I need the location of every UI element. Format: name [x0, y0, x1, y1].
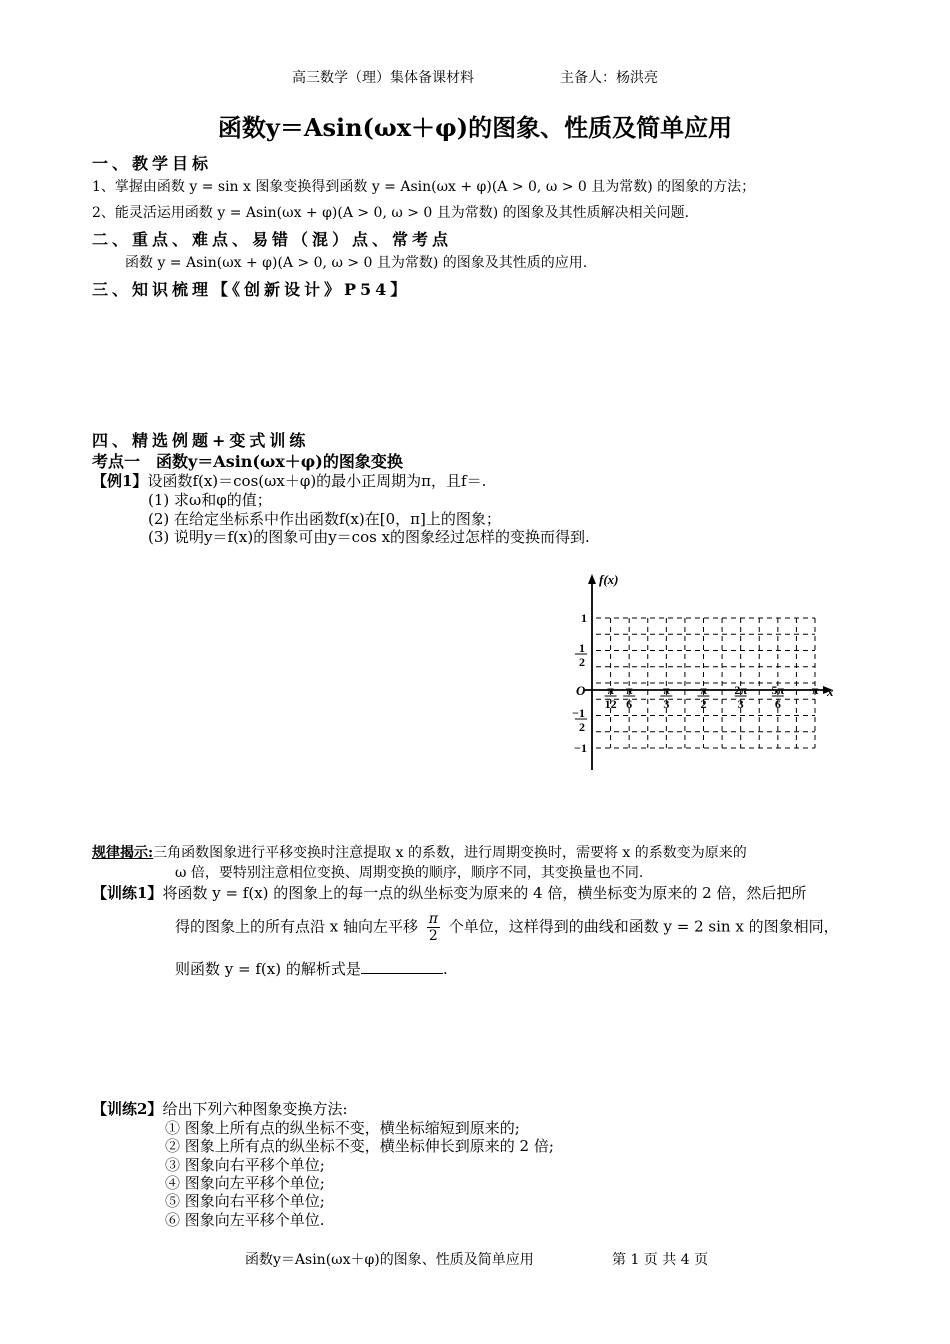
train1-text-2b: 个单位，这样得到的曲线和函数 y = 2 sin x 的图象相同，: [448, 917, 839, 936]
x-axis-label: x: [827, 684, 834, 699]
section-heading-keypoints: 二、重点、难点、易错（混）点、常考点: [92, 230, 453, 249]
y-tick-label: 1: [581, 611, 587, 625]
x-tick-label: π: [811, 683, 819, 697]
example1-label: 【例1】: [92, 472, 148, 490]
rule-label: 规律揭示:: [92, 845, 154, 861]
rule-line-2: ω 倍，要特别注意相位变换、周期变换的顺序，顺序不同，其变换量也不同.: [175, 865, 644, 881]
train2-item-1: ① 图象上所有点的纵坐标不变，横坐标缩短到原来的;: [165, 1119, 520, 1137]
x-tick-numerator: π: [700, 683, 707, 697]
train1-text-2a: 得的图象上的所有点沿 x 轴向左平移: [175, 917, 418, 936]
page-title: 函数y＝Asin(ωx＋φ)的图象、性质及简单应用: [217, 113, 733, 142]
header-left: 高三数学（理）集体备课材料: [292, 70, 474, 86]
train2-label: 【训练2】: [92, 1100, 163, 1118]
goal-item-2: 2、能灵活运用函数 y = Asin(ωx + φ)(A > 0, ω > 0 且为常数) 的图象及其性质解决相关问题.: [92, 205, 690, 221]
axes: [585, 574, 833, 770]
y-tick-denominator: 2: [579, 720, 585, 734]
rule-line-1: [92, 842, 747, 862]
x-tick-denominator: 2: [700, 697, 707, 711]
train1-text-1: 将函数 y = f(x) 的图象上的每一点的纵坐标变为原来的 4 倍，横坐标变为原来的 2 倍，然后把所: [162, 884, 807, 902]
y-tick-denominator: 2: [579, 655, 585, 669]
goal-item-1: 1、掌握由函数 y = sin x 图象变换得到函数 y = Asin(ωx + φ)(A > 0, ω > 0 且为常数) 的图象的方法；: [92, 179, 756, 195]
footer-right: 第 1 页 共 4 页: [612, 1252, 709, 1268]
x-tick-numerator: 2π: [734, 683, 747, 697]
x-tick-denominator: 6: [626, 697, 633, 711]
train1-line-2: [175, 911, 839, 944]
train2-stem: 给出下列六种图象变换方法:: [162, 1100, 348, 1118]
example1-stem: 设函数f(x)＝cos(ωx＋φ)的最小正周期为π，且f＝.: [147, 472, 487, 490]
y-tick-label: −1: [574, 741, 587, 755]
x-tick-numerator: 5π: [771, 683, 785, 697]
origin-label: O: [576, 683, 586, 698]
train2-stem-line: [92, 1098, 348, 1119]
section-heading-examples: 四、精选例题+变式训练: [92, 431, 310, 450]
train1-text-3b: .: [442, 960, 448, 978]
fraction-numerator: π: [428, 911, 438, 927]
x-tick-denominator: 6: [774, 697, 781, 711]
fraction-denominator: 2: [428, 928, 438, 944]
train2-item-2: ② 图象上所有点的纵坐标不变，横坐标伸长到原来的 2 倍;: [165, 1137, 554, 1155]
x-tick-denominator: 3: [737, 697, 744, 711]
train1-text-3a: 则函数 y = f(x) 的解析式是: [175, 960, 361, 978]
train2-item-6: ⑥ 图象向左平移个单位.: [165, 1211, 325, 1229]
x-tick-labels: [605, 683, 819, 711]
keypoints-text: 函数 y = Asin(ωx + φ)(A > 0, ω > 0 且为常数) 的图象及其性质的应用.: [125, 255, 588, 271]
y-axis-label: f(x): [599, 572, 619, 587]
footer-left: 函数y＝Asin(ωx＋φ)的图象、性质及简单应用: [245, 1252, 534, 1268]
example1-q1: (1) 求ω和φ的值；: [148, 491, 272, 509]
kaodian-heading: 考点一 函数y＝Asin(ωx＋φ)的图象变换: [92, 452, 403, 471]
train2-item-4: ④ 图象向左平移个单位;: [165, 1174, 325, 1192]
train2-item-3: ③ 图象向右平移个单位;: [165, 1156, 325, 1174]
train1-label: 【训练1】: [92, 884, 163, 902]
x-tick-numerator: π: [663, 683, 670, 697]
x-tick-numerator: π: [607, 683, 614, 697]
answer-blank[interactable]: [361, 959, 443, 974]
train1-line-3: [175, 958, 448, 979]
coordinate-grid-chart: [565, 570, 845, 775]
section-heading-knowledge: 三、知识梳理【《创新设计》P54】: [92, 280, 411, 299]
fraction-pi-over-2: [427, 911, 440, 944]
x-tick-denominator: 3: [663, 697, 670, 711]
example1-q3: (3) 说明y＝f(x)的图象可由y＝cos x的图象经过怎样的变换而得到.: [148, 528, 590, 546]
train1-line-1: [92, 882, 806, 903]
rule-text-1: 三角函数图象进行平移变换时注意提取 x 的系数，进行周期变换时，需要将 x 的系数变为原来的: [153, 845, 747, 861]
x-tick-denominator: 12: [604, 697, 617, 711]
section-heading-goals: 一、教学目标: [92, 154, 213, 173]
example1: [92, 470, 486, 491]
example1-q2: (2) 在给定坐标系中作出函数f(x)在[0，π]上的图象；: [148, 510, 501, 528]
y-tick-numerator: 1: [579, 641, 585, 655]
train2-item-5: ⑤ 图象向右平移个单位;: [165, 1192, 325, 1210]
y-tick-numerator: −1: [572, 706, 585, 720]
x-tick-numerator: π: [625, 683, 633, 697]
y-axis-arrow: [588, 574, 596, 584]
header-right: 主备人：杨洪亮: [560, 70, 658, 86]
